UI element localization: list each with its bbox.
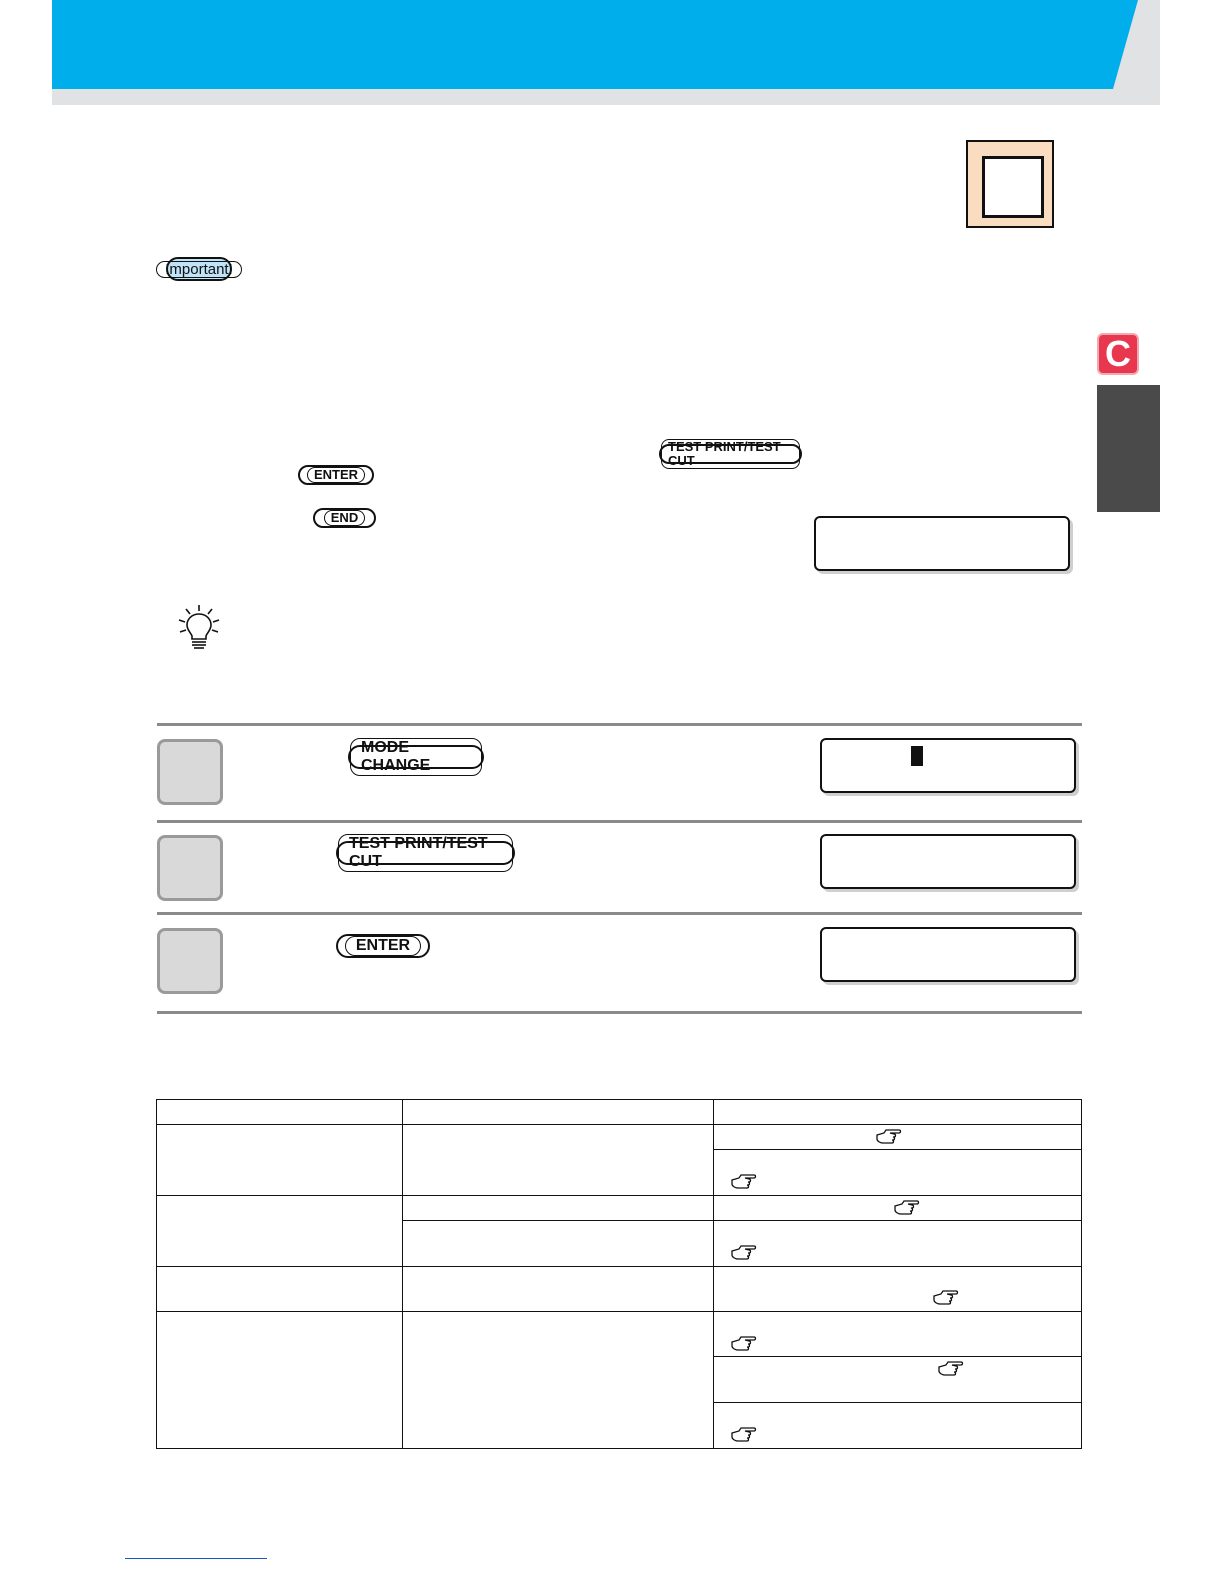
- enter-key-label: ENTER: [307, 467, 365, 483]
- pointing-hand-icon[interactable]: [730, 1336, 758, 1353]
- pointing-hand-icon[interactable]: [875, 1129, 903, 1146]
- lcd-display-step-2: [820, 834, 1076, 889]
- important-badge: [166, 257, 232, 281]
- step-number-box-3: [157, 928, 223, 994]
- header-band: [52, 0, 1138, 89]
- table-header-divider: [156, 1124, 1082, 1125]
- test-print-key-label: TEST PRINT/TEST CUT: [661, 439, 800, 469]
- lcd-cursor: [911, 746, 923, 766]
- step-divider-2: [157, 912, 1082, 915]
- pointing-hand-icon[interactable]: [893, 1200, 921, 1217]
- pointing-hand-icon[interactable]: [730, 1427, 758, 1444]
- chapter-side-tab[interactable]: [1097, 385, 1160, 512]
- step-number-box-2: [157, 835, 223, 901]
- troubleshooting-table: [156, 1099, 1082, 1449]
- step-divider-1: [157, 820, 1082, 823]
- test-print-test-cut-key: [336, 835, 515, 870]
- step-section-top-rule: [157, 723, 1082, 726]
- step-section-bottom-rule: [157, 1011, 1082, 1014]
- lcd-display-step-1: [820, 738, 1076, 793]
- chapter-badge: C: [1097, 333, 1139, 375]
- enter-key-label-step: ENTER: [345, 936, 421, 956]
- pointing-hand-icon[interactable]: [937, 1361, 965, 1378]
- enter-key-inline: [298, 465, 374, 485]
- mode-change-key-label: MODE CHANGE: [350, 738, 482, 776]
- end-key-inline: [313, 508, 376, 528]
- footer-link-underline[interactable]: [125, 1558, 267, 1559]
- test-print-key-inline: [659, 439, 802, 468]
- step-number-box-1: [157, 739, 223, 805]
- mode-change-key: [348, 739, 484, 774]
- frame-icon: [966, 140, 1054, 228]
- important-label: Important!: [156, 261, 242, 278]
- pointing-hand-icon[interactable]: [730, 1174, 758, 1191]
- pointing-hand-icon[interactable]: [932, 1290, 960, 1307]
- lcd-display-preview: [814, 516, 1070, 571]
- pointing-hand-icon[interactable]: [730, 1245, 758, 1262]
- test-print-test-cut-key-label: TEST PRINT/TEST CUT: [338, 834, 513, 872]
- enter-key: [336, 934, 430, 958]
- end-key-label: END: [324, 510, 365, 526]
- lightbulb-icon: [176, 603, 222, 651]
- lcd-display-step-3: [820, 927, 1076, 982]
